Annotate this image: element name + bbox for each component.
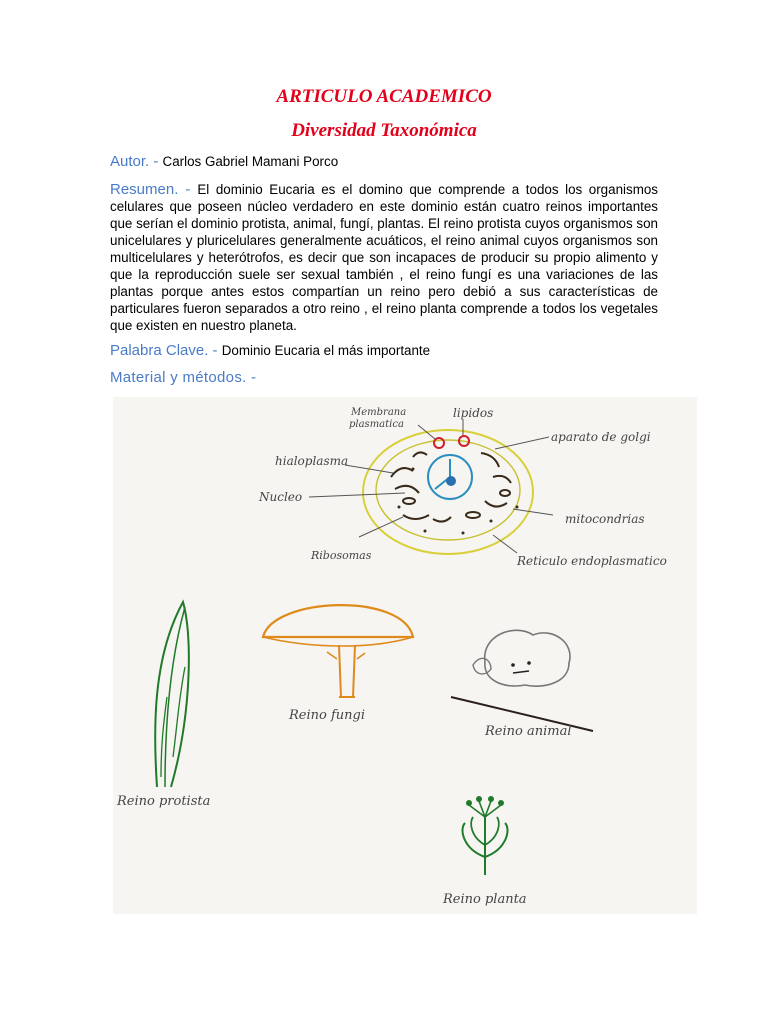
label-fungi: Reino fungi <box>289 708 366 723</box>
hand-drawing-photo <box>113 397 697 914</box>
keywords-label: Palabra Clave. - <box>110 342 222 359</box>
fungi-drawing <box>263 605 413 723</box>
label-reticulo: Reticulo endoplasmatico <box>517 554 667 568</box>
keywords-line <box>110 342 658 359</box>
planta-drawing <box>442 796 527 907</box>
document-title: ARTICULO ACADEMICO <box>276 86 492 107</box>
label-planta: Reino planta <box>443 892 527 907</box>
drawing-svg <box>113 397 697 914</box>
methods-heading: Material y métodos. - <box>110 369 257 386</box>
abstract-label: Resumen. - <box>110 181 198 198</box>
label-plasmatica: plasmatica <box>349 419 404 430</box>
label-nucleo: Nucleo <box>259 490 303 504</box>
author-label: Autor. - <box>110 153 163 170</box>
label-mitocondrias: mitocondrias <box>565 512 645 526</box>
label-ribosomas: Ribosomas <box>311 549 372 562</box>
abstract-text: El dominio Eucaria es el domino que comprende a todos los organismos celulares que poseen núcleo verdadero en este dominio están cuatro reinos importantes que serían el dominio protista, animal, fungí, plantas. El reino protista cuyos organismos son unicelulares y pluricelulares generalmente acuáticos, el reino animal cuyos organismos son multicelulares y heterótrofos, es decir que son incapaces de producir su propio alimento y que la reproducción suele ser sexual también , el reino fungí es una variaciones de las plantas porque antes estos compartían un reino pero debió a sus características de particulares fueron separados a otro reino , el reino planta comprende a todos los vegetales que existen en nuestro planeta. <box>110 182 658 333</box>
abstract-paragraph <box>110 181 658 334</box>
cell-membrane-shape <box>363 430 533 554</box>
cell-diagram <box>258 406 667 568</box>
label-hialoplasma: hialoplasma <box>275 454 349 468</box>
lipid-droplet-1 <box>434 438 444 448</box>
nucleolus-shape <box>446 476 456 486</box>
author-line <box>110 153 658 170</box>
document-subtitle: Diversidad Taxonómica <box>291 120 477 141</box>
protista-drawing <box>116 602 210 809</box>
label-membrana: Membrana <box>351 407 407 418</box>
keywords-text: Dominio Eucaria el más importante <box>221 343 431 358</box>
animal-drawing <box>451 630 593 739</box>
label-lipidos: lipidos <box>453 406 494 420</box>
label-protista: Reino protista <box>117 794 211 809</box>
author-name: Carlos Gabriel Mamani Porco <box>162 154 339 169</box>
label-golgi: aparato de golgi <box>551 430 651 444</box>
label-animal: Reino animal <box>485 724 572 739</box>
